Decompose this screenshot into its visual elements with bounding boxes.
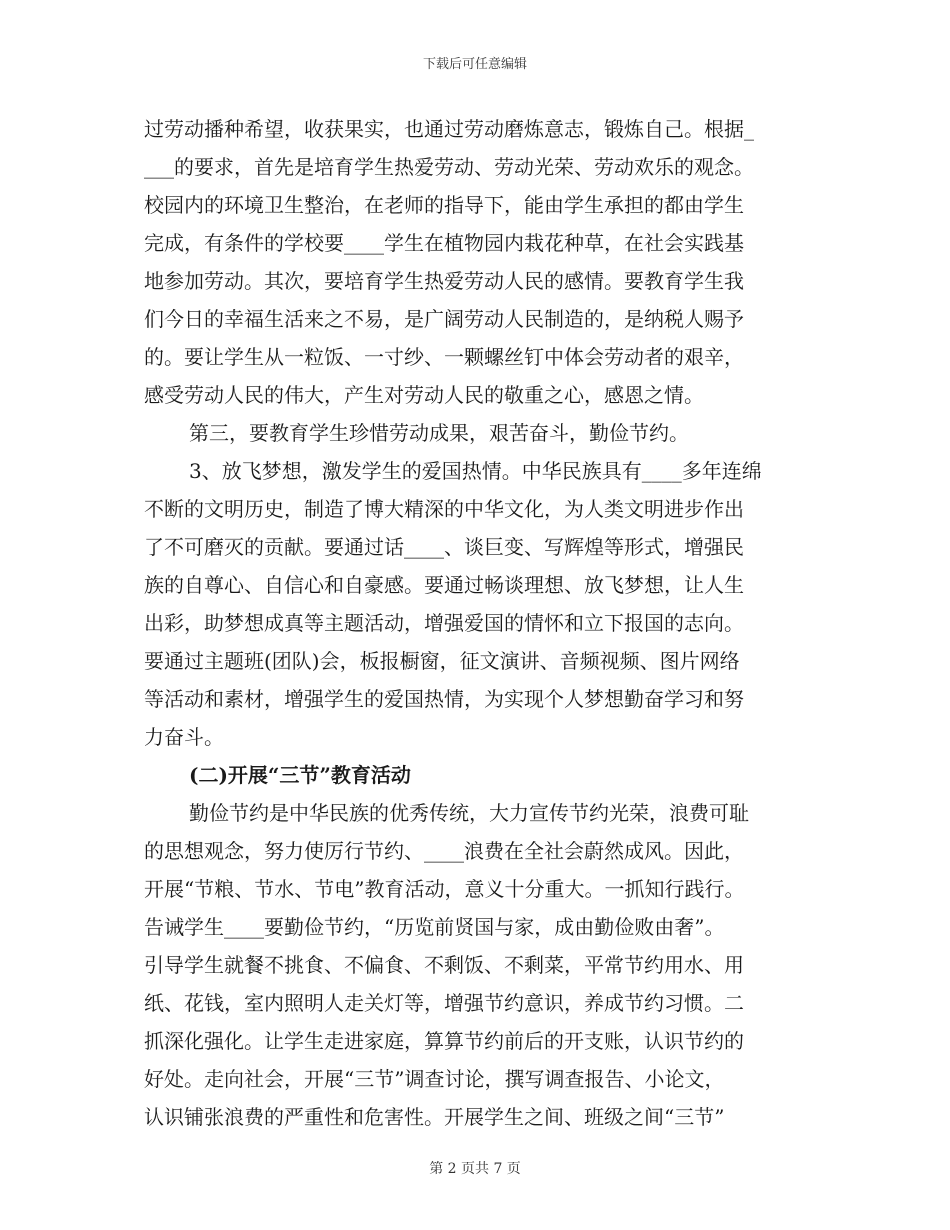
section-heading: (二)开展“三节”教育活动	[189, 763, 411, 787]
page-number: 第 2 页共 7 页	[429, 1161, 521, 1177]
text-line: 开展“节粮、节水、节电”教育活动，意义十分重大。一抓知行践行。	[144, 877, 745, 901]
paragraph-start: 勤俭节约是中华民族的优秀传统，大力宣传节约光荣，浪费可耻	[189, 801, 749, 825]
text-line: 要通过主题班(团队)会，板报橱窗，征文演讲、音频视频、图片网络	[144, 649, 740, 673]
text-line: 引导学生就餐不挑食、不偏食、不剩饭、不剩菜，平常节约用水、用	[144, 953, 744, 977]
text-line: 抓深化强化。让学生走进家庭，算算节约前后的开支账，认识节约的	[144, 1029, 744, 1053]
text-line: 感受劳动人民的伟大，产生对劳动人民的敬重之心，感恩之情。	[144, 383, 704, 407]
text-line: 力奋斗。	[144, 725, 224, 749]
text-line: 纸、花钱，室内照明人走关灯等，增强节约意识，养成节约习惯。二	[144, 991, 744, 1015]
text-line: 完成，有条件的学校要____学生在植物园内栽花种草，在社会实践基	[144, 231, 744, 255]
text-line: 认识铺张浪费的严重性和危害性。开展学生之间、班级之间“三节”	[144, 1105, 725, 1129]
text-line: 地参加劳动。其次，要培育学生热爱劳动人民的感情。要教育学生我	[144, 269, 744, 293]
text-line: 校园内的环境卫生整治，在老师的指导下，能由学生承担的都由学生	[144, 193, 744, 217]
text-line: 等活动和素材，增强学生的爱国热情，为实现个人梦想勤奋学习和努	[144, 687, 744, 711]
paragraph-start: 第三，要教育学生珍惜劳动成果，艰苦奋斗，勤俭节约。	[189, 421, 689, 445]
text-line: 过劳动播种希望，收获果实，也通过劳动磨炼意志，锻炼自己。根据_	[144, 117, 754, 141]
text-line: 告诫学生____要勤俭节约，“历览前贤国与家，成由勤俭败由奢”。	[144, 915, 725, 939]
text-line: 的。要让学生从一粒饭、一寸纱、一颗螺丝钉中体会劳动者的艰辛，	[144, 345, 744, 369]
text-line: 的思想观念，努力使厉行节约、____浪费在全社会蔚然成风。因此，	[144, 839, 744, 863]
text-line: 们今日的幸福生活来之不易，是广阔劳动人民制造的，是纳税人赐予	[144, 307, 744, 331]
text-line: 不断的文明历史，制造了博大精深的中华文化，为人类文明进步作出	[144, 497, 744, 521]
text-line: 族的自尊心、自信心和自豪感。要通过畅谈理想、放飞梦想，让人生	[144, 573, 744, 597]
document-body	[144, 110, 809, 1136]
paragraph-start: 3、放飞梦想，激发学生的爱国热情。中华民族具有____多年连绵	[189, 459, 762, 483]
page-header: 下载后可任意编辑	[422, 57, 527, 72]
text-line: ___的要求，首先是培育学生热爱劳动、劳动光荣、劳动欢乐的观念。	[144, 155, 754, 179]
text-line: 出彩，助梦想成真等主题活动，增强爱国的情怀和立下报国的志向。	[144, 611, 744, 635]
text-line: 好处。走向社会，开展“三节”调查讨论，撰写调查报告、小论文，	[144, 1067, 725, 1091]
text-line: 了不可磨灭的贡献。要通过话____、谈巨变、写辉煌等形式，增强民	[144, 535, 744, 559]
